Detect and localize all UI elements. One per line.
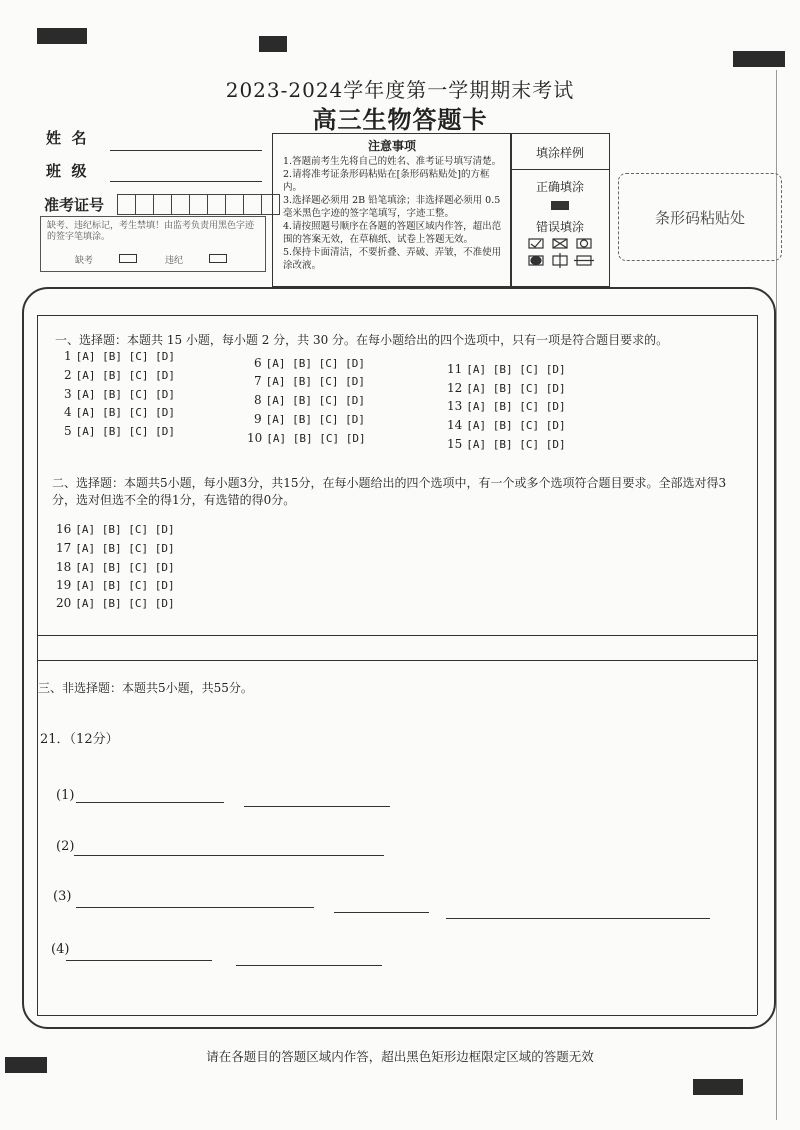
part-2-label: (2)	[56, 839, 75, 854]
question-row[interactable]: 13 [A] [B] [C] [D]	[447, 399, 566, 413]
question-row[interactable]: 4 [A] [B] [C] [D]	[64, 405, 175, 419]
sheet-title: 高三生物答题卡	[312, 105, 488, 134]
question-row[interactable]: 18 [A] [B] [C] [D]	[56, 560, 175, 574]
exam-id-boxes[interactable]	[118, 194, 280, 215]
sample-title: 填涂样例	[535, 146, 584, 160]
class-label: 班 级	[46, 162, 87, 180]
correct-fill-label: 正确填涂	[535, 180, 584, 194]
id-digit-box[interactable]	[225, 194, 244, 215]
registration-mark	[259, 36, 287, 52]
question-row[interactable]: 7 [A] [B] [C] [D]	[254, 374, 365, 388]
id-digit-box[interactable]	[153, 194, 172, 215]
name-label: 姓 名	[46, 129, 87, 147]
question-row[interactable]: 14 [A] [B] [C] [D]	[447, 418, 566, 432]
notice-item: 5.保持卡面清洁，不要折叠、弄破、弄皱，不准使用涂改液。	[283, 247, 502, 271]
section3-title: 三、非选择题：本题共5小题，共55分。	[38, 681, 253, 695]
absence-mark-box	[40, 216, 266, 272]
question-row[interactable]: 19 [A] [B] [C] [D]	[56, 578, 175, 592]
registration-mark	[693, 1079, 743, 1095]
answer-line[interactable]	[76, 907, 314, 908]
footer-warning: 请在各题目的答题区域内作答，超出黑色矩形边框限定区域的答题无效	[206, 1049, 594, 1064]
question-row[interactable]: 1 [A] [B] [C] [D]	[64, 349, 175, 363]
question-row[interactable]: 17 [A] [B] [C] [D]	[56, 541, 175, 555]
answer-line[interactable]	[74, 855, 384, 856]
notice-item: 4.请按照题号顺序在各题的答题区域内作答，超出范围的答案无效，在草稿纸、试卷上答题无效。	[283, 221, 502, 245]
answer-line[interactable]	[334, 912, 429, 913]
wrong-fill-label: 错误填涂	[535, 220, 584, 234]
notice-item: 3.选择题必须用 2B 铅笔填涂；非选择题必须用 0.5 毫米黑色字迹的签字笔填写，字迹工整。	[283, 195, 501, 219]
name-field[interactable]	[110, 150, 262, 151]
id-digit-box[interactable]	[171, 194, 190, 215]
question-21-heading: 21．（12分）	[40, 732, 119, 747]
question-row[interactable]: 9 [A] [B] [C] [D]	[254, 412, 365, 426]
registration-mark	[733, 51, 785, 67]
answer-line[interactable]	[76, 802, 224, 803]
id-label: 准考证号	[44, 196, 105, 214]
sample-divider	[511, 169, 609, 170]
fill-sample-box	[510, 133, 610, 287]
registration-mark	[37, 28, 87, 44]
absence-note: 缺考、违纪标记，考生禁填！由监考负责用黑色字迹的签字笔填涂。	[47, 221, 255, 242]
question-row[interactable]: 8 [A] [B] [C] [D]	[254, 393, 365, 407]
id-digit-box[interactable]	[117, 194, 136, 215]
part-3-label: (3)	[53, 889, 72, 904]
id-digit-box[interactable]	[243, 194, 262, 215]
part-1-label: (1)	[56, 788, 75, 803]
question-row[interactable]: 2 [A] [B] [C] [D]	[64, 368, 175, 382]
id-digit-box[interactable]	[207, 194, 226, 215]
barcode-area	[618, 173, 782, 261]
exam-title: 2023-2024学年度第一学期期末考试	[225, 78, 575, 102]
section-divider	[37, 1015, 757, 1016]
section2-title: 二、选择题：本题共5小题，每小题3分，共15分，在每小题给出的四个选项中，有一个或多个选项符合题目要求。全部选对得3分，选对但选不全的得1分，有选错的得0分。	[52, 476, 727, 507]
section-divider	[37, 315, 757, 316]
question-row[interactable]: 15 [A] [B] [C] [D]	[447, 437, 566, 451]
question-row[interactable]: 5 [A] [B] [C] [D]	[64, 424, 175, 438]
notice-item: 2.请将准考证条形码粘贴在[条形码粘贴处]的方框内。	[283, 169, 490, 193]
question-row[interactable]: 11 [A] [B] [C] [D]	[447, 362, 566, 376]
question-row[interactable]: 10 [A] [B] [C] [D]	[247, 431, 366, 445]
question-row[interactable]: 20 [A] [B] [C] [D]	[56, 596, 175, 610]
absent-checkbox[interactable]	[119, 254, 137, 263]
barcode-label: 条形码粘贴处	[654, 208, 745, 227]
correct-fill-icon	[551, 201, 569, 210]
question-row[interactable]: 12 [A] [B] [C] [D]	[447, 381, 566, 395]
question-row[interactable]: 16 [A] [B] [C] [D]	[56, 522, 175, 536]
class-field[interactable]	[110, 181, 262, 182]
section-side-right	[757, 315, 758, 1015]
id-digit-box[interactable]	[189, 194, 208, 215]
question-row[interactable]: 6 [A] [B] [C] [D]	[254, 356, 365, 370]
id-digit-box[interactable]	[135, 194, 154, 215]
answer-line[interactable]	[236, 965, 382, 966]
absent-label: 缺考	[75, 256, 94, 266]
section-divider	[37, 660, 757, 661]
part-4-label: (4)	[51, 942, 70, 957]
section-divider	[37, 635, 757, 636]
wrong-fill-icons	[511, 235, 609, 275]
question-row[interactable]: 3 [A] [B] [C] [D]	[64, 387, 175, 401]
notice-item: 1.答题前考生先将自己的姓名、准考证号填写清楚。	[283, 156, 502, 167]
section-side-left	[37, 315, 38, 1015]
answer-line[interactable]	[66, 960, 212, 961]
notice-title: 注意事项	[367, 139, 416, 153]
answer-line[interactable]	[244, 806, 390, 807]
violation-checkbox[interactable]	[209, 254, 227, 263]
answer-line[interactable]	[446, 918, 710, 919]
notice-box	[272, 133, 512, 287]
section1-title: 一、选择题：本题共 15 小题，每小题 2 分，共 30 分。在每小题给出的四个选项中，只有一项是符合题目要求的。	[55, 333, 669, 347]
violation-label: 违纪	[165, 256, 184, 266]
